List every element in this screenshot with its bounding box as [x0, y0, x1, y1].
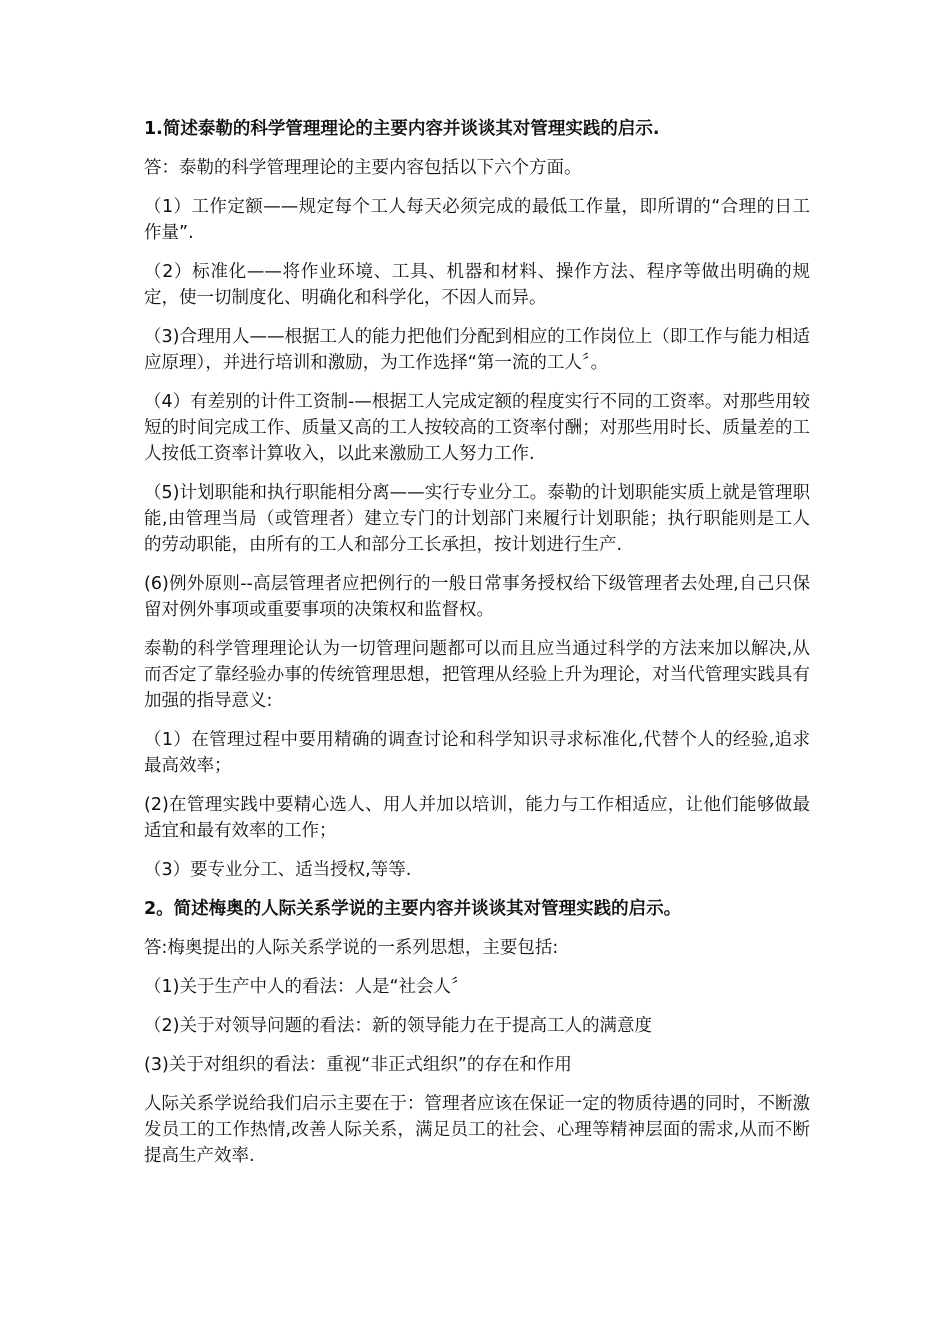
point-exception-principle: (6)例外原则--高层管理者应把例行的一般日常事务授权给下级管理者去处理,自己只保留对例外事项或重要事项的决策权和监督权。	[144, 574, 810, 620]
point-work-quota: （1）工作定额——规定每个工人每天必须完成的最低工作量，即所谓的“合理的日工作量”.	[144, 197, 810, 243]
implication-3: （3）要专业分工、适当授权,等等.	[144, 860, 412, 880]
mayo-point-2: （2)关于对领导问题的看法：新的领导能力在于提高工人的满意度	[144, 1016, 652, 1036]
implication-1: （1）在管理过程中要用精确的调查讨论和科学知识寻求标准化,代替个人的经验,追求最高效率；	[144, 730, 810, 776]
point-proper-staffing: （3)合理用人——根据工人的能力把他们分配到相应的工作岗位上（即工作与能力相适应原理），并进行培训和激励，为工作选择“第一流的工人〞。	[144, 327, 810, 373]
mayo-point-3: (3)关于对组织的看法：重视“非正式组织”的存在和作用	[144, 1055, 572, 1075]
document-page	[144, 116, 810, 1182]
mayo-point-1: （1)关于生产中人的看法：人是“社会人〞	[144, 977, 469, 997]
implication-2: (2)在管理实践中要精心选人、用人并加以培训，能力与工作相适应，让他们能够做最适宜和最有效率的工作；	[144, 795, 810, 841]
taylor-significance: 泰勒的科学管理理论认为一切管理问题都可以而且应当通过科学的方法来加以解决,从而否定了靠经验办事的传统管理思想，把管理从经验上升为理论，对当代管理实践具有加强的指导意义:	[144, 639, 810, 711]
answer-2-intro: 答:梅奥提出的人际关系学说的一系列思想，主要包括:	[144, 938, 559, 958]
point-piece-rate-wage: （4）有差别的计件工资制-—根据工人完成定额的程度实行不同的工资率。对那些用较短的时间完成工作、质量又高的工人按较高的工资率付酬；对那些用时长、质量差的工人按低工资率计算收入，以此来激励工人努力工作.	[144, 392, 810, 464]
question-2-heading: 2。简述梅奥的人际关系学说的主要内容并谈谈其对管理实践的启示。	[144, 899, 682, 919]
answer-1-intro: 答：泰勒的科学管理理论的主要内容包括以下六个方面。	[144, 158, 582, 178]
mayo-implication: 人际关系学说给我们启示主要在于：管理者应该在保证一定的物质待遇的同时，不断激发员工的工作热情,改善人际关系，满足员工的社会、心理等精神层面的需求,从而不断提高生产效率.	[144, 1094, 810, 1166]
point-planning-execution: （5)计划职能和执行职能相分离——实行专业分工。泰勒的计划职能实质上就是管理职能,由管理当局（或管理者）建立专门的计划部门来履行计划职能；执行职能则是工人的劳动职能，由所有的工人和部分工长承担，按计划进行生产.	[144, 483, 810, 555]
point-standardization: （2）标准化——将作业环境、工具、机器和材料、操作方法、程序等做出明确的规定，使一切制度化、明确化和科学化，不因人而异。	[144, 262, 810, 308]
question-1-heading: 1.简述泰勒的科学管理理论的主要内容并谈谈其对管理实践的启示.	[144, 119, 660, 139]
